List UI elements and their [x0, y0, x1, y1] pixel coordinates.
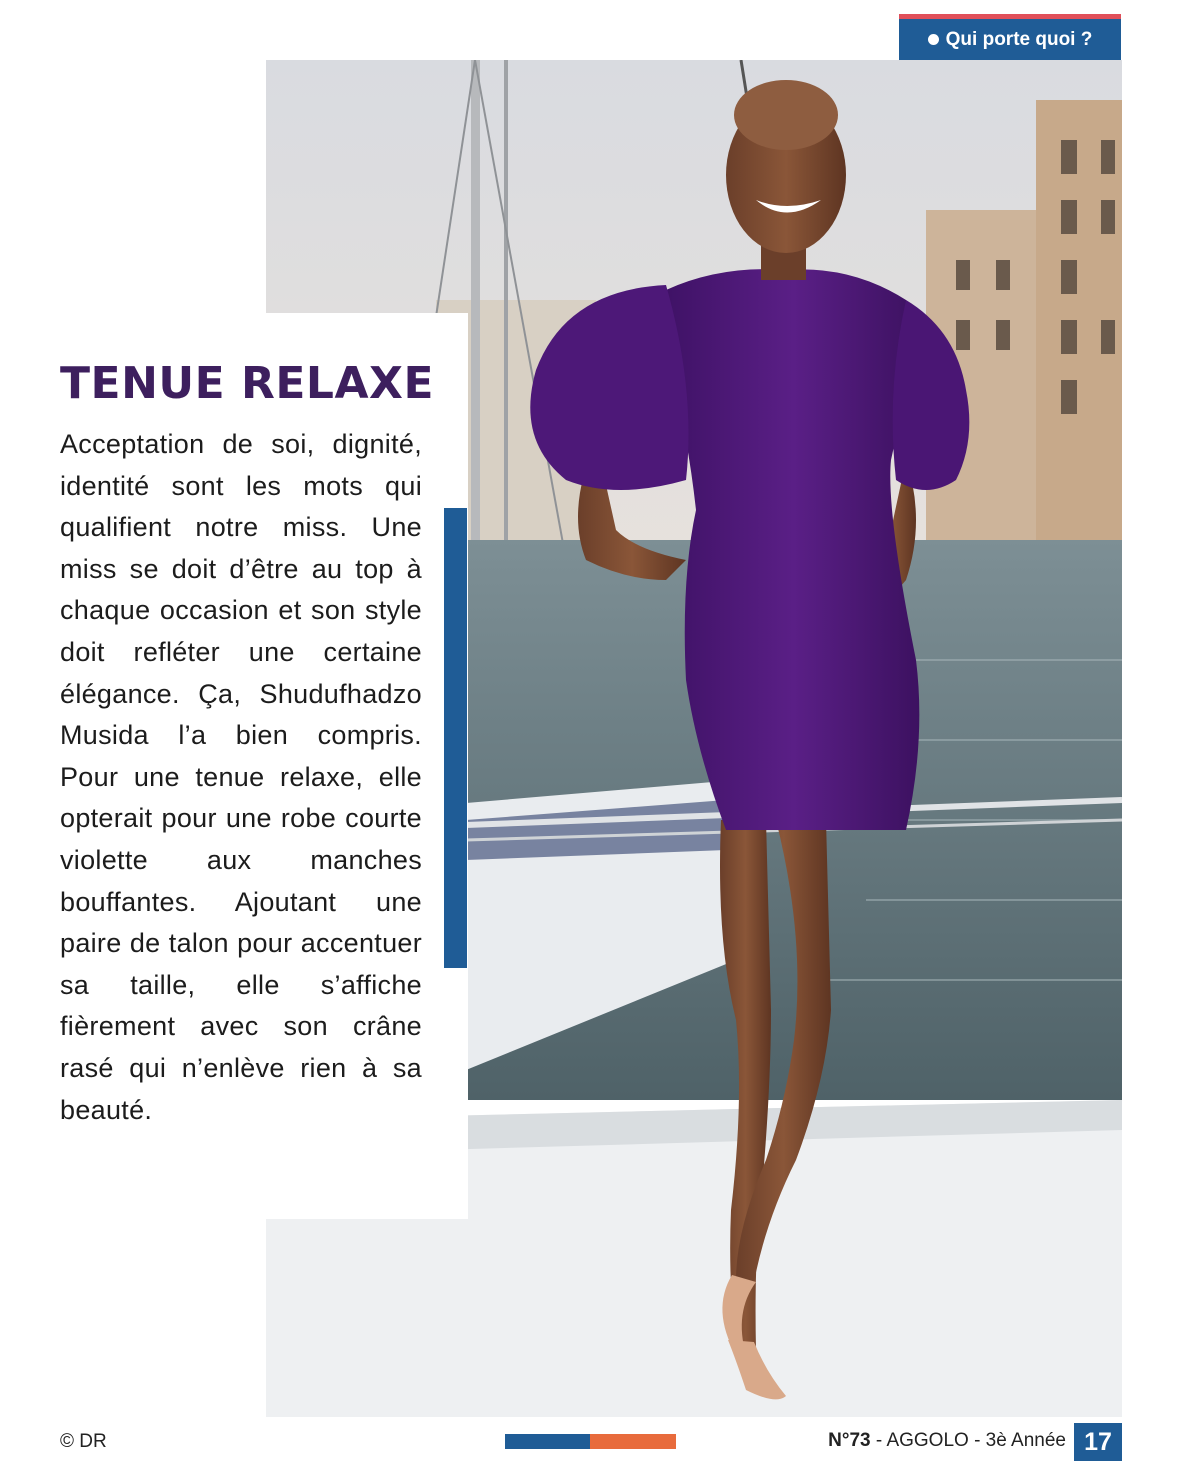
article-headline: TENUE RELAXE	[60, 358, 435, 409]
article-body: Acceptation de soi, dignité, identité sont les mots qui qualifient notre miss. Une miss se doit d’être au top à chaque occasion et son style doit refléter une certaine élégance. Ça, Shudufhadzo Musida l’a bien compris. Pour une tenue relaxe, elle opterait pour une robe courte violette aux manches bouffantes. Ajoutant une paire de talon pour accentuer sa taille, elle s’affiche fièrement avec son crâne rasé qui n’enlève rien à sa beauté.	[60, 429, 422, 1125]
issue-number: N°73	[828, 1430, 871, 1451]
issue-details: - AGGOLO - 3è Année	[870, 1430, 1066, 1451]
accent-rule	[444, 508, 467, 968]
footer-bar-orange	[590, 1434, 676, 1449]
photo-credit: © DR	[60, 1431, 107, 1452]
footer-bar-blue	[505, 1434, 590, 1449]
issue-info	[828, 1430, 1066, 1452]
section-tag-label: Qui porte quoi ?	[945, 28, 1093, 50]
page-number: 17	[1074, 1423, 1122, 1461]
section-tag	[899, 19, 1121, 60]
bullet-icon	[928, 34, 939, 45]
